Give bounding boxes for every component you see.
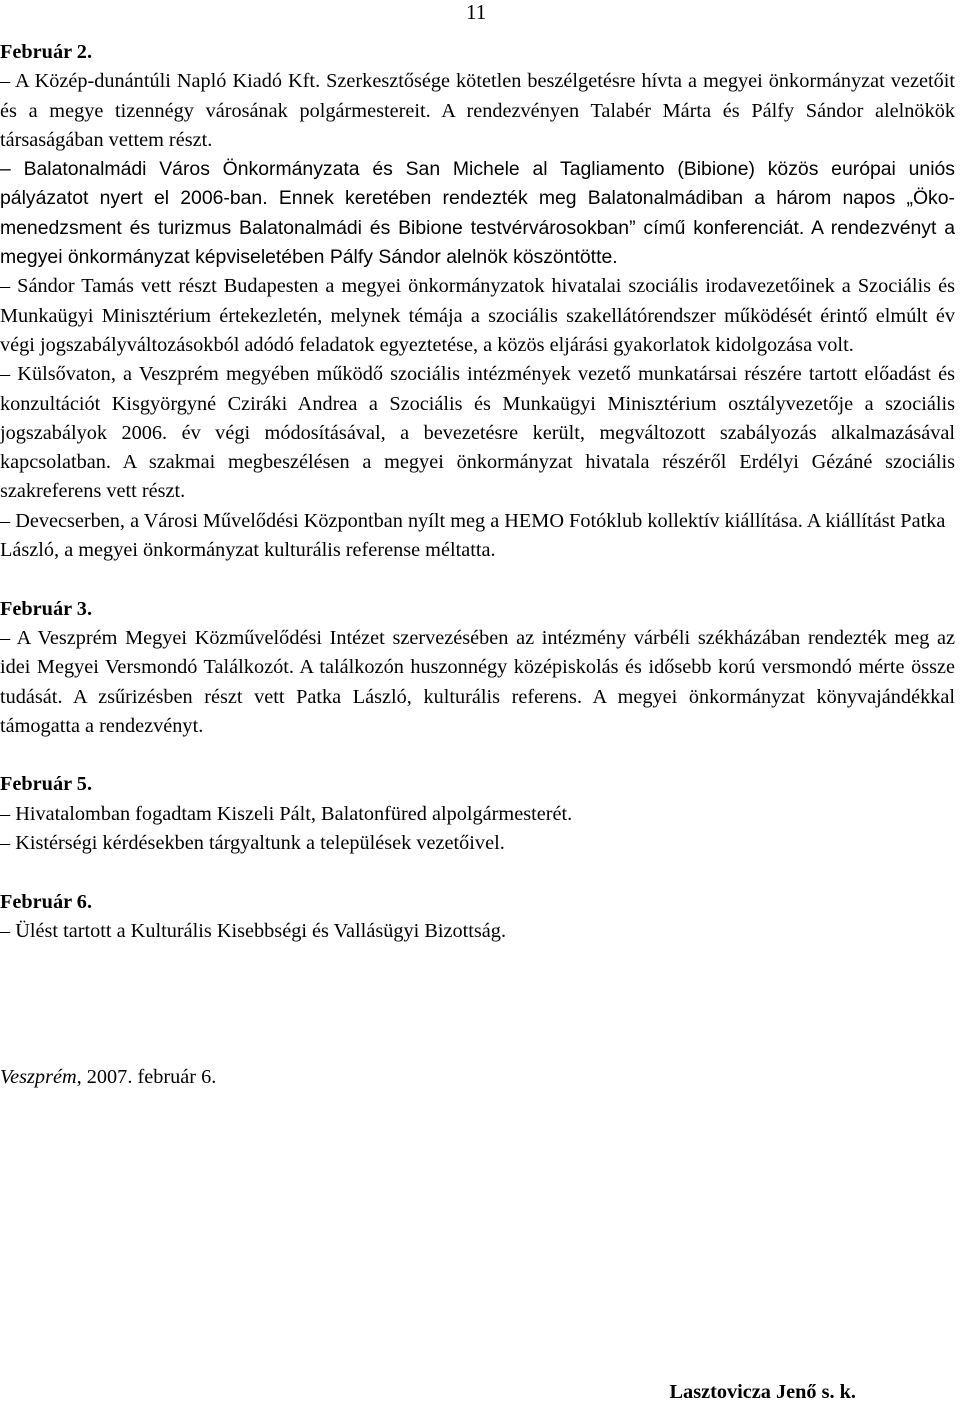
spacer bbox=[0, 946, 955, 975]
spacer bbox=[0, 1034, 955, 1063]
spacer bbox=[0, 858, 955, 887]
paragraph: – Külsővaton, a Veszprém megyében működő szociális intézmények vezető munkatársai részére tartott előadást és konzultációt Kisgyörgyné Cziráki Andrea a Szociális és Munkaügyi Minisztérium osztályvezetője a szociális jogszabályok 2006. év végi módosításával, a bevezetésre került, megváltozott szabályozás alkalmazásával kapcsolatban. A szakmai megbeszélésen a megyei önkormányzat hivatala részéről Erdélyi Gézáné szociális szakreferens vett részt. bbox=[0, 363, 955, 503]
signature: Lasztovicza Jenő s. k. bbox=[669, 1381, 856, 1403]
spacer bbox=[0, 565, 955, 594]
paragraph: – Ülést tartott a Kulturális Kisebbségi és Vallásügyi Bizottság. bbox=[0, 919, 507, 942]
closing-place-date bbox=[0, 1063, 955, 1092]
paragraph: – Kistérségi kérdésekben tárgyaltunk a települések vezetőivel. bbox=[0, 832, 505, 855]
spacer bbox=[0, 741, 955, 770]
spacer bbox=[0, 1005, 955, 1034]
page-number: 11 bbox=[466, 0, 487, 24]
paragraph: – Devecserben, a Városi Művelődési Központban nyílt meg a HEMO Fotóklub kollektív kiállítása. A kiállítást Patka László, a megyei önkormányzat kulturális referense méltatta. bbox=[0, 509, 946, 562]
section-heading: Február 6. bbox=[0, 890, 93, 913]
paragraph: – A Közép-dunántúli Napló Kiadó Kft. Szerkesztősége kötetlen beszélgetésre hívta a megyei önkormányzat vezetőit és a megye tizennégy városának polgármestereit. A rendezvényen Talabér Márta és Pálfy Sándor alelnökök társaságában vettem részt. bbox=[0, 70, 955, 151]
document-body bbox=[0, 38, 955, 1093]
section-heading: Február 5. bbox=[0, 773, 93, 796]
paragraph: – A Veszprém Megyei Közművelődési Intézet szervezésében az intézmény várbéli székházában rendezték meg az idei Megyei Versmondó Találkozót. A találkozón huszonnégy középiskolás és idősebb korú versmondó mérte össze tudását. A zsűrizésben részt vett Patka László, kulturális referens. A megyei önkormányzat könyvajándékkal támogatta a rendezvényt. bbox=[0, 626, 955, 737]
paragraph: – Sándor Tamás vett részt Budapesten a megyei önkormányzatok hivatalai szociális irodavezetőinek a Szociális és Munkaügyi Minisztérium értekezletén, melynek témája a szociális szakellátórendszer működését érintő elmúlt év végi jogszabályváltozásokból adódó feladatok egyeztetése, a közös eljárási gyakorlatok kidolgozása volt. bbox=[0, 275, 955, 356]
closing-date: , 2007. február 6. bbox=[76, 1066, 217, 1089]
spacer bbox=[0, 976, 955, 1005]
closing-place: Veszprém bbox=[0, 1066, 77, 1089]
paragraph: – Balatonalmádi Város Önkormányzata és San Michele al Tagliamento (Bibione) közös európai uniós pályázatot nyert el 2006-ban. Ennek keretében rendezték meg Balatonalmádiban a három napos „Öko-menedzsment és turizmus Balatonalmádi és Bibione testvérvárosokban” című konferenciát. A rendezvényt a megyei önkormányzat képviseletében Pálfy Sándor alelnök köszöntötte. bbox=[0, 158, 955, 269]
paragraph: – Hivatalomban fogadtam Kiszeli Pált, Balatonfüred alpolgármesterét. bbox=[0, 802, 573, 825]
section-heading: Február 2. bbox=[0, 41, 93, 63]
section-heading: Február 3. bbox=[0, 597, 93, 620]
